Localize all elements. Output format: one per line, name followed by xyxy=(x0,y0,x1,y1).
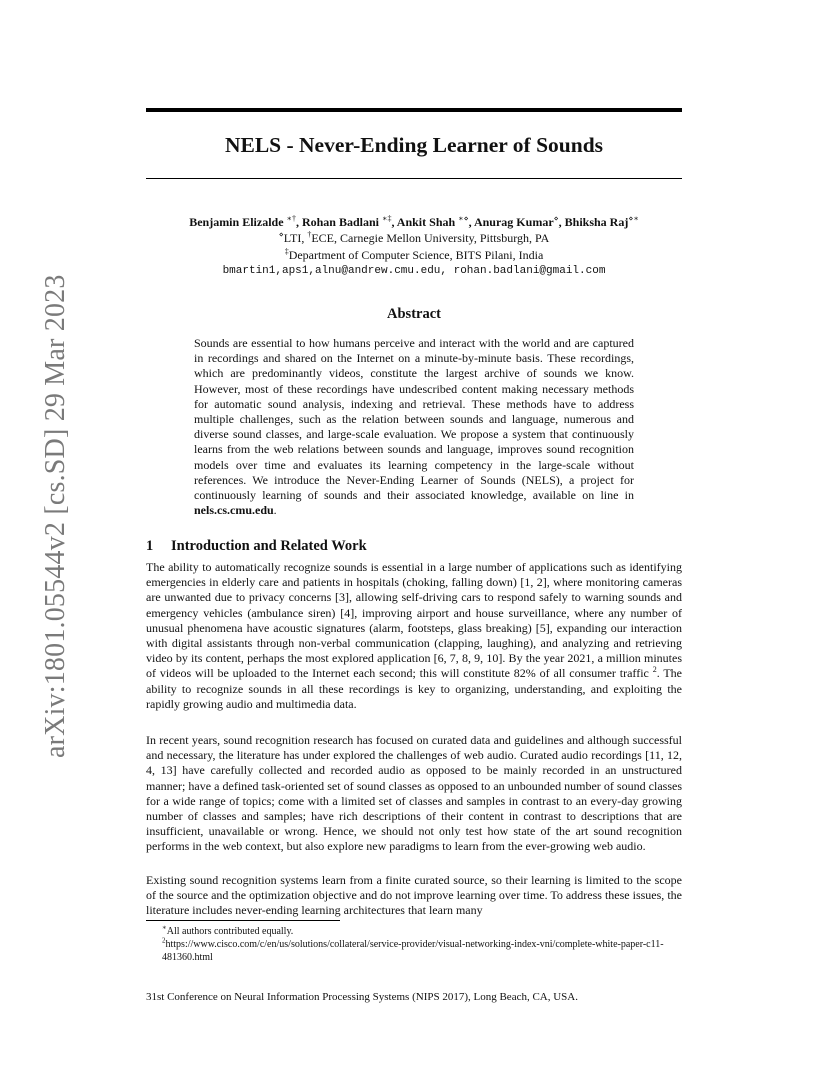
author-name: Benjamin Elizalde xyxy=(189,215,284,229)
section-heading xyxy=(146,536,682,556)
paragraph-text: The ability to automatically recognize sounds is essential in a large number of applications such as identifying emergencies in elderly care and patients in hospitals (choking, falling down) [1, 2], where monitoring cameras are unwanted due to privacy concerns [3], allowing self-driving cars to respond safely to warning sounds and emergency vehicles (ambulance siren) [4], improving airport and house surveillance, where any number of unusual phenomena have acoustic signatures (alarm, footsteps, glass breaking) [5], expanding our interaction with digital assistants through non-verbal communication (clapping, laughing), and analyzing and retrieving video by its content, perhaps the most explored application [6, 7, 8, 9, 10]. By the year 2021, a million minutes of videos will be uploaded to the Internet each second; this will constitute 82% of all consumer traffic xyxy=(146,560,682,681)
footnote xyxy=(146,938,682,964)
affiliation-text: ECE, Carnegie Mellon University, Pittsburgh, PA xyxy=(311,231,550,246)
abstract-body xyxy=(194,336,634,518)
footnotes xyxy=(146,925,682,964)
author-name: Bhiksha Raj xyxy=(564,215,629,229)
author-name: Rohan Badlani xyxy=(301,215,380,229)
footnote-text: All authors contributed equally. xyxy=(166,926,294,937)
footnote-mark: 2 xyxy=(652,665,657,675)
footnote-mark: 2 xyxy=(162,936,166,945)
affiliation-text: Department of Computer Science, BITS Pilani, India xyxy=(288,247,544,262)
conference-line: 31st Conference on Neural Information Processing Systems (NIPS 2017), Long Beach, CA, USA. xyxy=(146,991,578,1003)
paragraph-text: . The ability to recognize sounds in all these recordings is key to organizing, understanding, and exploiting the rapidly growing audio and multimedia data. xyxy=(146,666,682,711)
author-mark: ∗‡ xyxy=(382,214,392,223)
affiliation-mark: ⋄ xyxy=(278,230,284,240)
author-name: Anurag Kumar xyxy=(473,215,554,229)
author-emails: bmartin1,aps1,alnu@andrew.cmu.edu, rohan.badlani@gmail.com xyxy=(222,265,606,278)
section-title: Introduction and Related Work xyxy=(171,538,367,554)
author-mark: ⋄ xyxy=(553,214,559,223)
abstract-heading: Abstract xyxy=(387,306,441,322)
abstract-text: Sounds are essential to how humans perceive and interact with the world and are captured in recordings and shared on the Internet on a minute-by-minute basis. These recordings, which are predominantly videos, constitute the largest archive of sounds we know. However, most of these recordings have undescribed content making necessary methods for automatic sound analysis, indexing and retrieval. These methods have to address multiple challenges, such as the relation between sounds and language, numerous and diverse sound classes, and large-scale evaluation. We propose a system that continuously learns from the web relations between sounds and language, improves sound recognition models over time and evaluates its learning competency in the large-scale without references. We introduce the Never-Ending Learner of Sounds (NELS), a project for continuously learning of sounds and their associated knowledge, available on line in xyxy=(194,336,634,503)
project-link: nels.cs.cmu.edu xyxy=(194,503,274,518)
affiliation-line-2 xyxy=(120,247,708,263)
affiliation-text: LTI, xyxy=(283,231,308,246)
affiliation-line-1 xyxy=(120,230,708,246)
affiliation-mark: ‡ xyxy=(284,246,289,256)
arxiv-identifier: arXiv:1801.05544v2 [cs.SD] 29 Mar 2023 xyxy=(40,274,71,758)
affiliation-mark: † xyxy=(307,230,312,240)
paragraph xyxy=(146,560,682,712)
footnote-mark: ∗ xyxy=(162,923,167,932)
paragraph: In recent years, sound recognition research has focused on curated data and guidelines and although successful and necessary, the literature has under explored the challenges of web audio. Curated audio recordings [11, 12, 4, 13] have carefully collected and recorded audio as opposed to be mainly recorded in an unstructured manner; have a defined task-oriented set of sound classes as opposed to an unbounded number of sound classes for a wide range of topics; come with a limited set of classes and samples in contrast to an every-day growing number of classes and samples; have rich descriptions of their content in contrast to descriptions that are insufficient, unavailable or wrong. Hence, we should not only test how state of the art sound recognition performs in the web context, but also explore new paradigms to learn from the ever-growing web audio. xyxy=(146,733,682,854)
author-mark: ∗⋄ xyxy=(458,214,469,223)
paragraph: Existing sound recognition systems learn from a finite curated source, so their learning is limited to the scope of the source and the optimization objective and do not improve learning over time. To address these issues, the literature includes never-ending learning architectures that learn many xyxy=(146,873,682,918)
author-mark: ∗† xyxy=(286,214,296,223)
footnote-url: https://www.cisco.com/c/en/us/solutions/collateral/service-provider/visual-networking-index-vni/complete-white-paper-c11-481360.html xyxy=(162,939,664,963)
author-names: Benjamin Elizalde ∗†, Rohan Badlani ∗‡, Ankit Shah ∗⋄, Anurag Kumar⋄, Bhiksha Raj⋄∗ xyxy=(189,214,639,229)
footnote-rule xyxy=(146,920,340,921)
abstract-end: . xyxy=(273,503,277,518)
paper-title: NELS - Never-Ending Learner of Sounds xyxy=(224,133,604,157)
footnote xyxy=(146,925,682,938)
author-name: Ankit Shah xyxy=(396,215,456,229)
title-bottom-rule xyxy=(146,178,682,179)
author-mark: ⋄∗ xyxy=(628,214,639,223)
section-number: 1 xyxy=(146,538,154,554)
title-top-rule xyxy=(146,108,682,112)
author-block xyxy=(120,214,708,280)
